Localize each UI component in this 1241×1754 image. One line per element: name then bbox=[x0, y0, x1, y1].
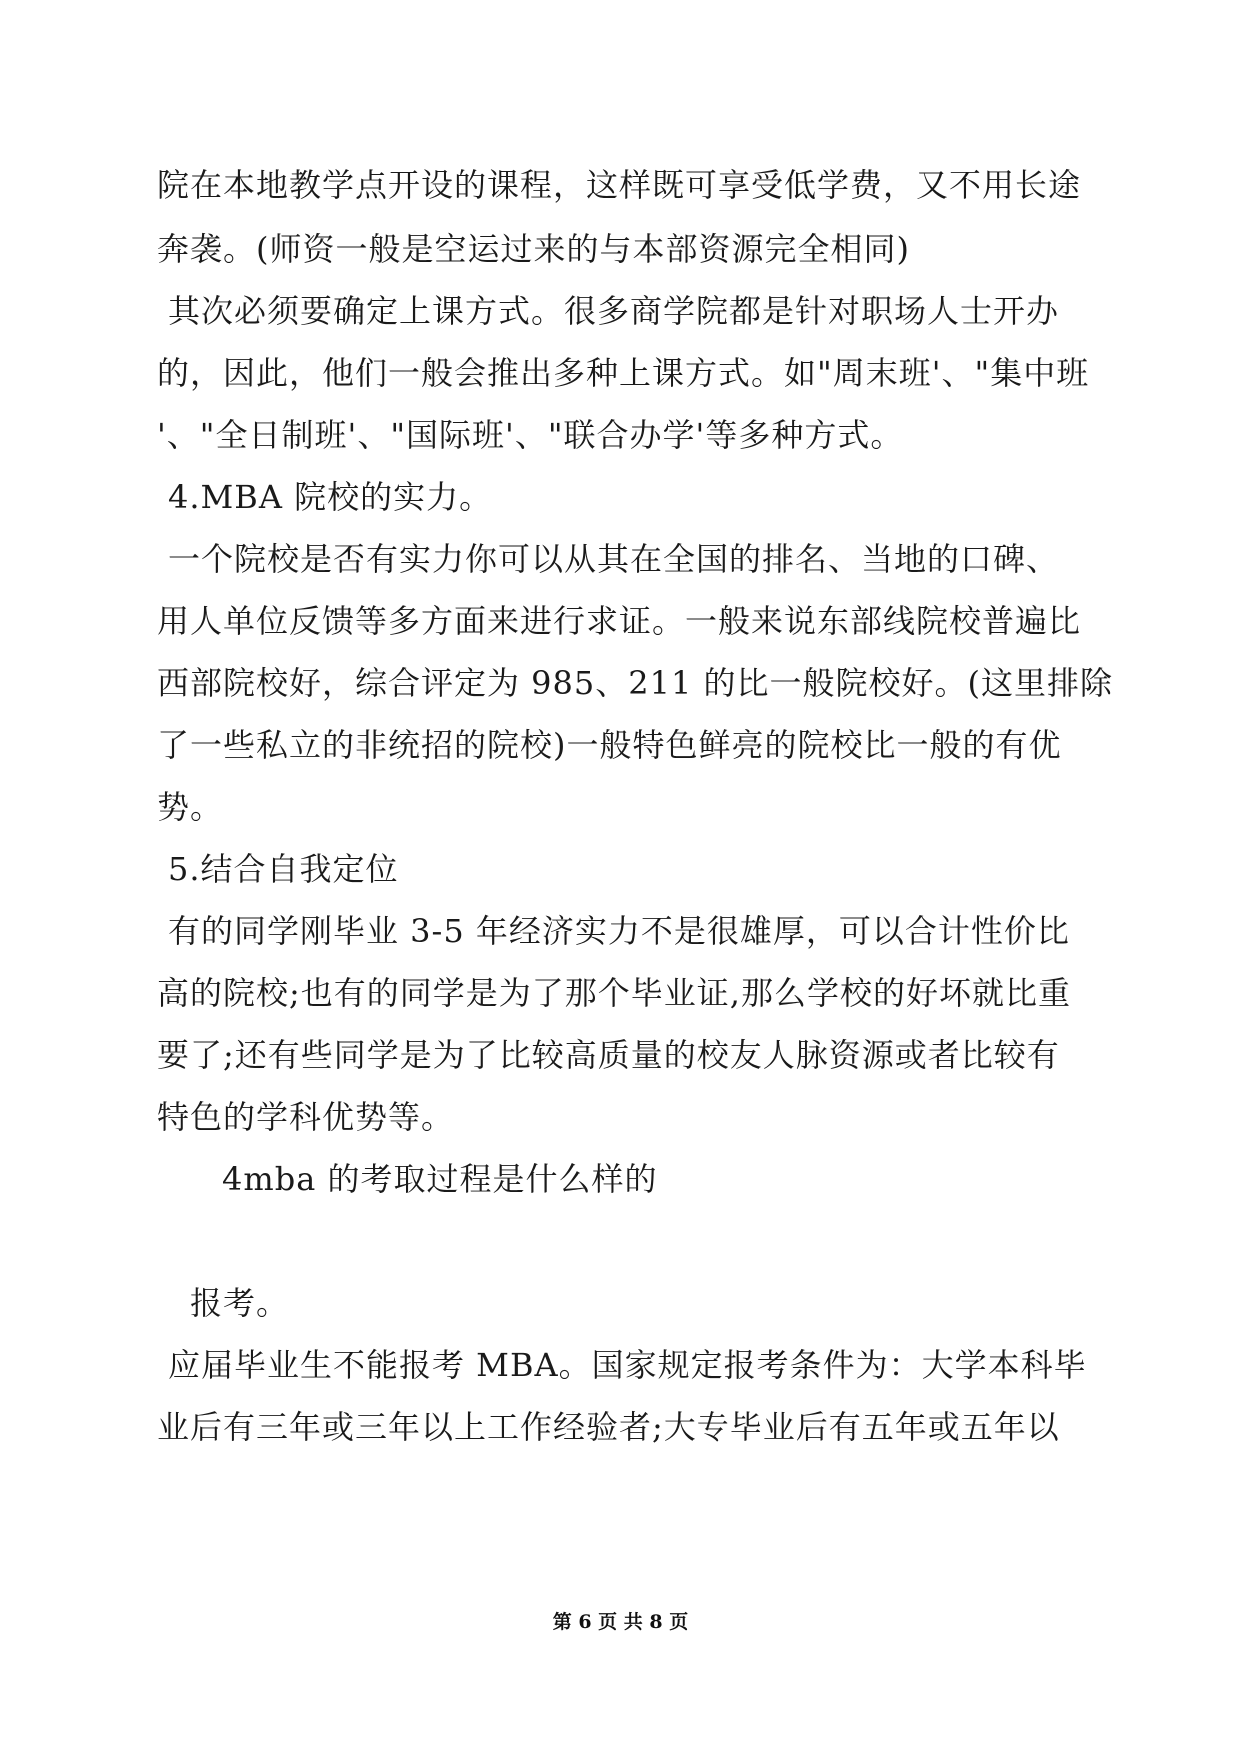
body-text-line: 院在本地教学点开设的课程，这样既可享受低学费，又不用长途 bbox=[157, 166, 1082, 204]
body-text-line: 特色的学科优势等。 bbox=[157, 1098, 455, 1136]
body-text-line: 报考。 bbox=[190, 1284, 290, 1322]
section-title: 4mba 的考取过程是什么样的 bbox=[222, 1160, 658, 1198]
body-text-line: '、"全日制班'、"国际班'、"联合办学'等多种方式。 bbox=[157, 416, 904, 454]
body-text-line: 应届毕业生不能报考 MBA。国家规定报考条件为：大学本科毕 bbox=[168, 1346, 1087, 1384]
body-text-line: 一个院校是否有实力你可以从其在全国的排名、当地的口碑、 bbox=[168, 540, 1060, 578]
body-text-line: 势。 bbox=[157, 788, 224, 826]
page-number-footer: 第 6 页 共 8 页 bbox=[552, 1611, 689, 1633]
body-text-line: 要了;还有些同学是为了比较高质量的校友人脉资源或者比较有 bbox=[157, 1036, 1060, 1074]
body-text-line: 用人单位反馈等多方面来进行求证。一般来说东部线院校普遍比 bbox=[157, 602, 1082, 640]
body-text-line: 了一些私立的非统招的院校)一般特色鲜亮的院校比一般的有优 bbox=[157, 726, 1062, 764]
body-text-line: 西部院校好，综合评定为 985、211 的比一般院校好。(这里排除 bbox=[157, 664, 1113, 702]
body-text-line: 其次必须要确定上课方式。很多商学院都是针对职场人士开办 bbox=[168, 292, 1060, 330]
section-heading: 5.结合自我定位 bbox=[168, 850, 399, 888]
body-text-line: 的，因此，他们一般会推出多种上课方式。如"周末班'、"集中班 bbox=[157, 354, 1090, 392]
body-text-line: 高的院校;也有的同学是为了那个毕业证,那么学校的好坏就比重 bbox=[157, 974, 1071, 1012]
section-heading: 4.MBA 院校的实力。 bbox=[168, 478, 493, 516]
body-text-line: 有的同学刚毕业 3-5 年经济实力不是很雄厚，可以合计性价比 bbox=[168, 912, 1070, 950]
body-text-line: 奔袭。(师资一般是空运过来的与本部资源完全相同) bbox=[157, 230, 910, 268]
body-text-line: 业后有三年或三年以上工作经验者;大专毕业后有五年或五年以 bbox=[157, 1408, 1060, 1446]
